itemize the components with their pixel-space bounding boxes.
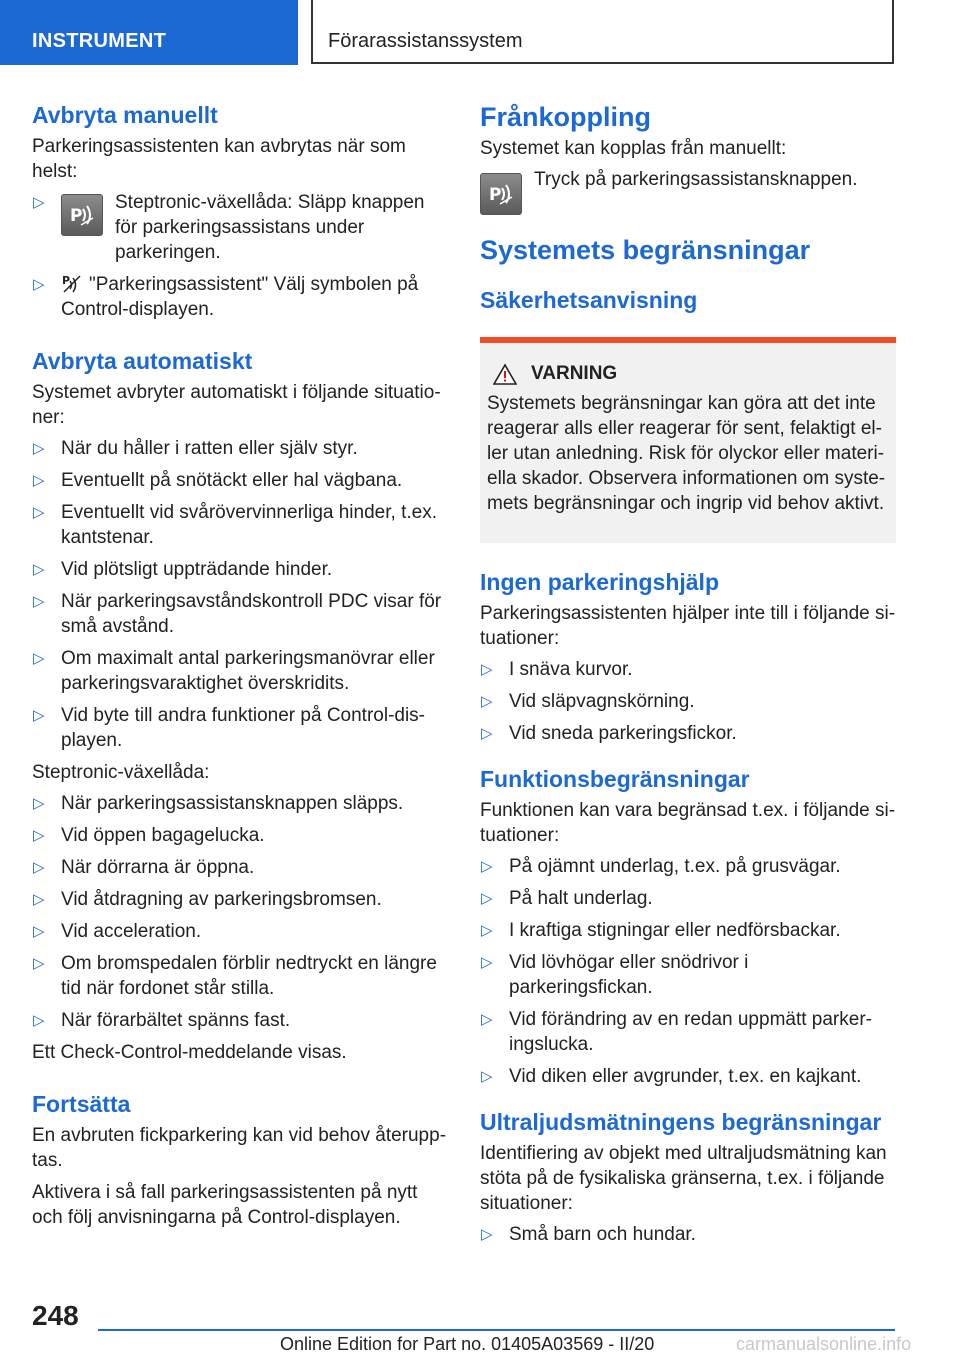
left-column bbox=[32, 100, 450, 1230]
warning-title bbox=[487, 363, 889, 385]
list-item-text: Vid byte till andra funktioner på Control-dis-playen. bbox=[61, 705, 426, 751]
list-item bbox=[480, 657, 896, 682]
triangle-bullet-icon: ▷ bbox=[33, 827, 45, 844]
triangle-bullet-icon: ▷ bbox=[33, 650, 45, 667]
right-column bbox=[480, 100, 896, 1254]
no-help-list bbox=[480, 657, 896, 746]
triangle-bullet-icon: ▷ bbox=[481, 954, 493, 971]
triangle-bullet-icon: ▷ bbox=[481, 661, 493, 678]
parking-assistant-symbol-icon bbox=[61, 272, 83, 294]
steptronic-label: Steptronic-växellåda: bbox=[32, 762, 210, 783]
triangle-bullet-icon: ▷ bbox=[481, 890, 493, 907]
list-item bbox=[480, 918, 896, 943]
warning-triangle-icon bbox=[493, 363, 517, 385]
list-item bbox=[32, 887, 450, 912]
list-item-text: Små barn och hundar. bbox=[509, 1224, 696, 1245]
triangle-bullet-icon: ▷ bbox=[481, 693, 493, 710]
ultrasonic-list bbox=[480, 1222, 896, 1247]
heading-ultrasonic-limits: Ultraljudsmätningens begränsningar bbox=[480, 1109, 882, 1135]
triangle-bullet-icon: ▷ bbox=[33, 795, 45, 812]
heading-cancel-auto: Avbryta automatiskt bbox=[32, 348, 253, 374]
triangle-bullet-icon: ▷ bbox=[33, 891, 45, 908]
triangle-bullet-icon: ▷ bbox=[33, 504, 45, 521]
list-item-text: Vid plötsligt uppträdande hinder. bbox=[61, 559, 333, 580]
check-control-note: Ett Check-Control-meddelande visas. bbox=[32, 1042, 347, 1063]
heading-safety: Säkerhetsanvisning bbox=[480, 287, 698, 313]
list-item-text: Om bromspedalen förblir nedtryckt en längre tid när fordonet står stilla. bbox=[61, 953, 437, 999]
list-item bbox=[32, 646, 450, 696]
list-item bbox=[32, 791, 450, 816]
list-item bbox=[32, 823, 450, 848]
list-item bbox=[32, 468, 450, 493]
list-item-text: "Parkeringsassistent" Välj symbolen på Control-displayen. bbox=[61, 274, 419, 320]
heading-function-limits: Funktionsbegränsningar bbox=[480, 766, 750, 792]
heading-no-help: Ingen parkeringshjälp bbox=[480, 569, 719, 595]
cancel-auto-list bbox=[32, 436, 450, 753]
list-item bbox=[480, 689, 896, 714]
list-item bbox=[480, 854, 896, 879]
triangle-bullet-icon: ▷ bbox=[481, 922, 493, 939]
disconnect-step: Tryck på parkeringsassistansknappen. bbox=[534, 169, 858, 190]
watermark: carmanualsonline.info bbox=[736, 1334, 912, 1354]
parking-assist-button-icon bbox=[61, 194, 103, 236]
warning-text: Systemets begränsningar kan göra att det inte reagerar alls eller reagerar för sent, felaktigt el-ler utan anledning. Risk för olyckor eller materi-ella skador. Observera informationen om syste-mets begränsningar och ingrip vid behov aktivt. bbox=[487, 393, 886, 514]
triangle-bullet-icon: ▷ bbox=[33, 593, 45, 610]
list-item-text: I kraftiga stigningar eller nedförsbackar. bbox=[509, 920, 841, 941]
section-tab bbox=[0, 0, 298, 65]
ultrasonic-intro: Identifiering av objekt med ultraljudsmätning kan stöta på de fysikaliska gränserna, t.ex. i följande situationer: bbox=[480, 1143, 887, 1214]
list-item bbox=[480, 1064, 896, 1089]
continue-text-2: Aktivera i så fall parkeringsassistenten på nytt och följ anvisningarna på Control-displayen. bbox=[32, 1182, 418, 1228]
function-limits-list bbox=[480, 854, 896, 1089]
list-item-text: När parkeringsassistansknappen släpps. bbox=[61, 793, 404, 814]
triangle-bullet-icon: ▷ bbox=[33, 859, 45, 876]
list-item-text: Vid åtdragning av parkeringsbromsen. bbox=[61, 889, 382, 910]
list-item-text: Vid acceleration. bbox=[61, 921, 202, 942]
list-item bbox=[32, 951, 450, 1001]
list-item-text: När dörrarna är öppna. bbox=[61, 857, 255, 878]
warning-title-text: VARNING bbox=[531, 363, 618, 384]
list-item bbox=[32, 272, 450, 322]
triangle-bullet-icon: ▷ bbox=[481, 1068, 493, 1085]
list-item bbox=[480, 886, 896, 911]
triangle-bullet-icon: ▷ bbox=[33, 276, 45, 293]
list-item bbox=[32, 557, 450, 582]
disconnect-intro: Systemet kan kopplas från manuellt: bbox=[480, 138, 787, 159]
list-item-text: På halt underlag. bbox=[509, 888, 653, 909]
cancel-manual-list bbox=[32, 190, 450, 322]
no-help-intro: Parkeringsassistenten hjälper inte till i följande si-tuationer: bbox=[480, 603, 896, 649]
svg-text:P: P bbox=[62, 274, 71, 287]
heading-continue: Fortsätta bbox=[32, 1091, 131, 1117]
list-item bbox=[480, 950, 896, 1000]
list-item-text: Eventuellt på snötäckt eller hal vägbana. bbox=[61, 470, 403, 491]
warning-box bbox=[480, 337, 896, 543]
svg-text:P: P bbox=[489, 185, 502, 205]
list-item-text: På ojämnt underlag, t.ex. på grusvägar. bbox=[509, 856, 841, 877]
triangle-bullet-icon: ▷ bbox=[33, 194, 45, 211]
page-number: 248 bbox=[32, 1300, 79, 1331]
list-item bbox=[32, 436, 450, 461]
list-item bbox=[32, 919, 450, 944]
triangle-bullet-icon: ▷ bbox=[33, 472, 45, 489]
triangle-bullet-icon: ▷ bbox=[33, 707, 45, 724]
function-limits-intro: Funktionen kan vara begränsad t.ex. i följande si-tuationer: bbox=[480, 800, 896, 846]
list-item bbox=[32, 703, 450, 753]
cancel-auto-intro: Systemet avbryter automatiskt i följande situatio-ner: bbox=[32, 382, 441, 428]
list-item bbox=[480, 1007, 896, 1057]
triangle-bullet-icon: ▷ bbox=[33, 1012, 45, 1029]
list-item bbox=[32, 589, 450, 639]
triangle-bullet-icon: ▷ bbox=[33, 440, 45, 457]
list-item-text: Vid öppen bagagelucka. bbox=[61, 825, 265, 846]
list-item bbox=[32, 500, 450, 550]
list-item-text: Eventuellt vid svårövervinnerliga hinder, t.ex. kantstenar. bbox=[61, 502, 437, 548]
triangle-bullet-icon: ▷ bbox=[33, 561, 45, 578]
heading-system-limits: Systemets begränsningar bbox=[480, 235, 811, 265]
list-item-text: När förarbältet spänns fast. bbox=[61, 1010, 291, 1031]
chapter-header bbox=[311, 0, 894, 64]
edition-info: Online Edition for Part no. 01405A03569 - II/20 bbox=[280, 1334, 655, 1354]
list-item bbox=[32, 855, 450, 880]
heading-cancel-manual: Avbryta manuellt bbox=[32, 102, 218, 128]
list-item bbox=[480, 1222, 896, 1247]
chapter-title: Förarassistanssystem bbox=[328, 30, 523, 52]
list-item-text: När parkeringsavståndskontroll PDC visar för små avstånd. bbox=[61, 591, 442, 637]
triangle-bullet-icon: ▷ bbox=[481, 725, 493, 742]
list-item-text: Vid sneda parkeringsfickor. bbox=[509, 723, 737, 744]
parking-assist-button-icon bbox=[480, 173, 522, 215]
list-item bbox=[32, 1008, 450, 1033]
list-item bbox=[480, 721, 896, 746]
svg-text:P: P bbox=[70, 206, 83, 226]
section-title: INSTRUMENT bbox=[32, 30, 167, 52]
list-item-text: När du håller i ratten eller själv styr. bbox=[61, 438, 358, 459]
list-item-text: Vid släpvagnskörning. bbox=[509, 691, 695, 712]
footer-divider bbox=[98, 1329, 895, 1331]
triangle-bullet-icon: ▷ bbox=[481, 1011, 493, 1028]
list-item-text: Vid förändring av en redan uppmätt parker-ingslucka. bbox=[509, 1009, 872, 1055]
triangle-bullet-icon: ▷ bbox=[33, 923, 45, 940]
triangle-bullet-icon: ▷ bbox=[481, 1226, 493, 1243]
steptronic-list bbox=[32, 791, 450, 1033]
list-item-text: Steptronic-växellåda: Släpp knappen för parkeringsassistans under parkeringen. bbox=[115, 192, 425, 263]
triangle-bullet-icon: ▷ bbox=[33, 955, 45, 972]
list-item-text: Om maximalt antal parkeringsmanövrar eller parkeringsvaraktighet överskridits. bbox=[61, 648, 435, 694]
continue-text-1: En avbruten fickparkering kan vid behov återupp-tas. bbox=[32, 1125, 447, 1171]
triangle-bullet-icon: ▷ bbox=[481, 858, 493, 875]
list-item bbox=[32, 190, 450, 265]
list-item-text: Vid diken eller avgrunder, t.ex. en kajkant. bbox=[509, 1066, 862, 1087]
list-item-text: I snäva kurvor. bbox=[509, 659, 633, 680]
list-item-text: Vid lövhögar eller snödrivor i parkeringsfickan. bbox=[509, 952, 749, 998]
cancel-manual-intro: Parkeringsassistenten kan avbrytas när som helst: bbox=[32, 136, 406, 182]
heading-disconnect: Frånkoppling bbox=[480, 102, 651, 132]
